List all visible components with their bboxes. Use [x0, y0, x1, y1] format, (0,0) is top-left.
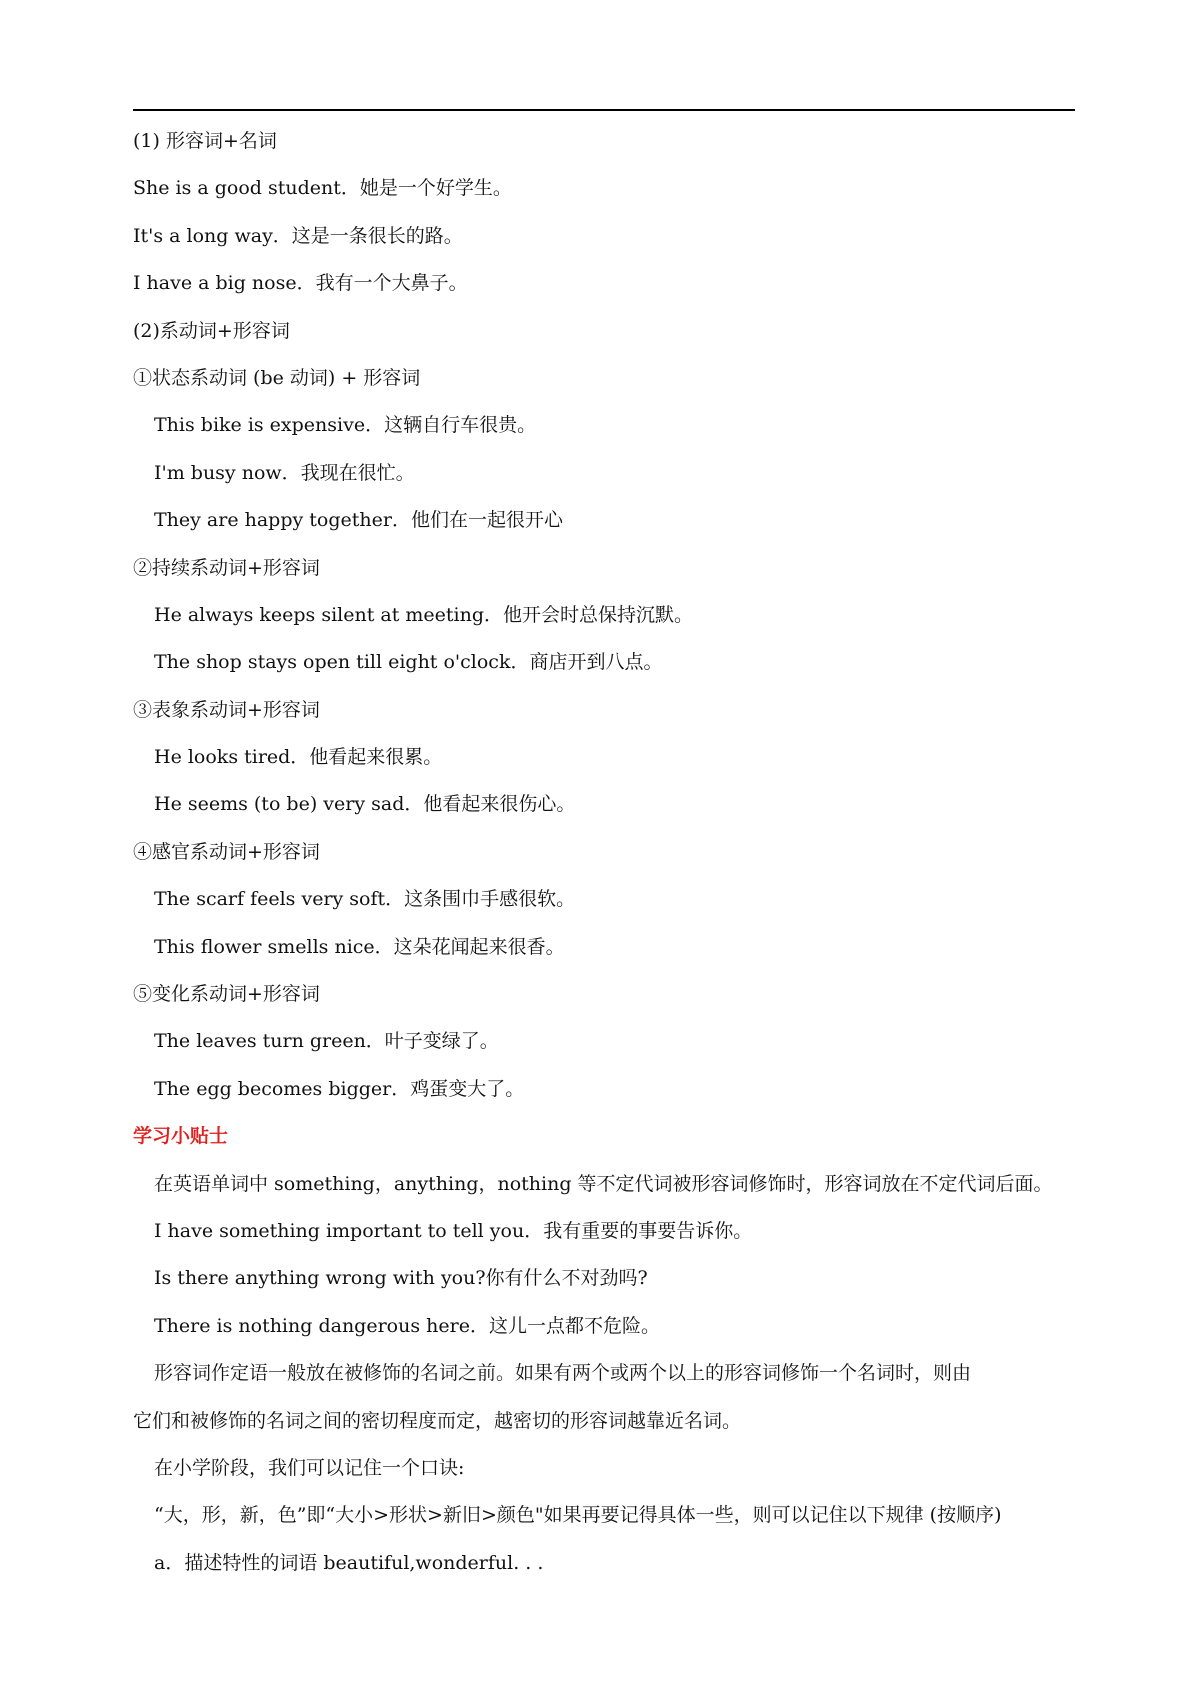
example-line: This flower smells nice．这朵花闻起来很香。: [154, 935, 565, 958]
text-line: (1) 形容词+名词: [133, 130, 277, 152]
example-line: The leaves turn green．叶子变绿了。: [154, 1030, 499, 1053]
text-line: It's a long way．这是一条很长的路。: [133, 224, 463, 247]
example-line: The scarf feels very soft．这条围巾手感很软。: [154, 888, 576, 911]
example-line: He seems (to be) very sad．他看起来很伤心。: [154, 793, 576, 816]
tip-paragraph: 形容词作定语一般放在被修饰的名词之前。如果有两个或两个以上的形容词修饰一个名词时，则由: [154, 1362, 972, 1385]
example-line: The shop stays open till eight o'clock．商店开到八点。: [154, 651, 663, 674]
subsection-heading: ①状态系动词 (be 动词) + 形容词: [133, 366, 421, 389]
tip-title: 学习小贴士: [133, 1125, 229, 1148]
text-line: She is a good student．她是一个好学生。: [133, 177, 512, 200]
rule-item: a．描述特性的词语 beautiful,wonderful. . .: [154, 1551, 544, 1574]
section-heading: (2)系动词+形容词: [133, 319, 290, 342]
example-line: They are happy together．他们在一起很开心: [154, 509, 563, 532]
example-line: He always keeps silent at meeting．他开会时总保持沉默。: [154, 603, 694, 626]
subsection-heading: ④感官系动词+形容词: [133, 840, 320, 863]
tip-paragraph-continued: 它们和被修饰的名词之间的密切程度而定，越密切的形容词越靠近名词。: [133, 1409, 742, 1432]
example-line: This bike is expensive．这辆自行车很贵。: [154, 414, 537, 437]
example-line: The egg becomes bigger．鸡蛋变大了。: [154, 1077, 525, 1100]
subsection-heading: ②持续系动词+形容词: [133, 556, 320, 579]
subsection-heading: ⑤变化系动词+形容词: [133, 983, 320, 1006]
example-line: I'm busy now．我现在很忙。: [154, 461, 415, 484]
text-line: I have a big nose．我有一个大鼻子。: [133, 272, 468, 295]
example-line: Is there anything wrong with you?你有什么不对劲吗?: [154, 1267, 648, 1290]
example-line: He looks tired．他看起来很累。: [154, 746, 443, 769]
header-rule: [133, 109, 1075, 111]
example-line: There is nothing dangerous here．这儿一点都不危险。: [154, 1314, 660, 1337]
example-line: I have something important to tell you．我有重要的事要告诉你。: [154, 1219, 753, 1242]
document-body: [133, 118, 1075, 1587]
tip-paragraph: 在英语单词中 something，anything，nothing 等不定代词被形容词修饰时，形容词放在不定代词后面。: [154, 1172, 1053, 1195]
tip-paragraph: 在小学阶段，我们可以记住一个口诀:: [154, 1456, 465, 1479]
tip-paragraph: “大，形，新，色”即“大小>形状>新旧>颜色"如果再要记得具体一些，则可以记住以下规律 (按顺序): [154, 1504, 1002, 1527]
subsection-heading: ③表象系动词+形容词: [133, 698, 320, 721]
